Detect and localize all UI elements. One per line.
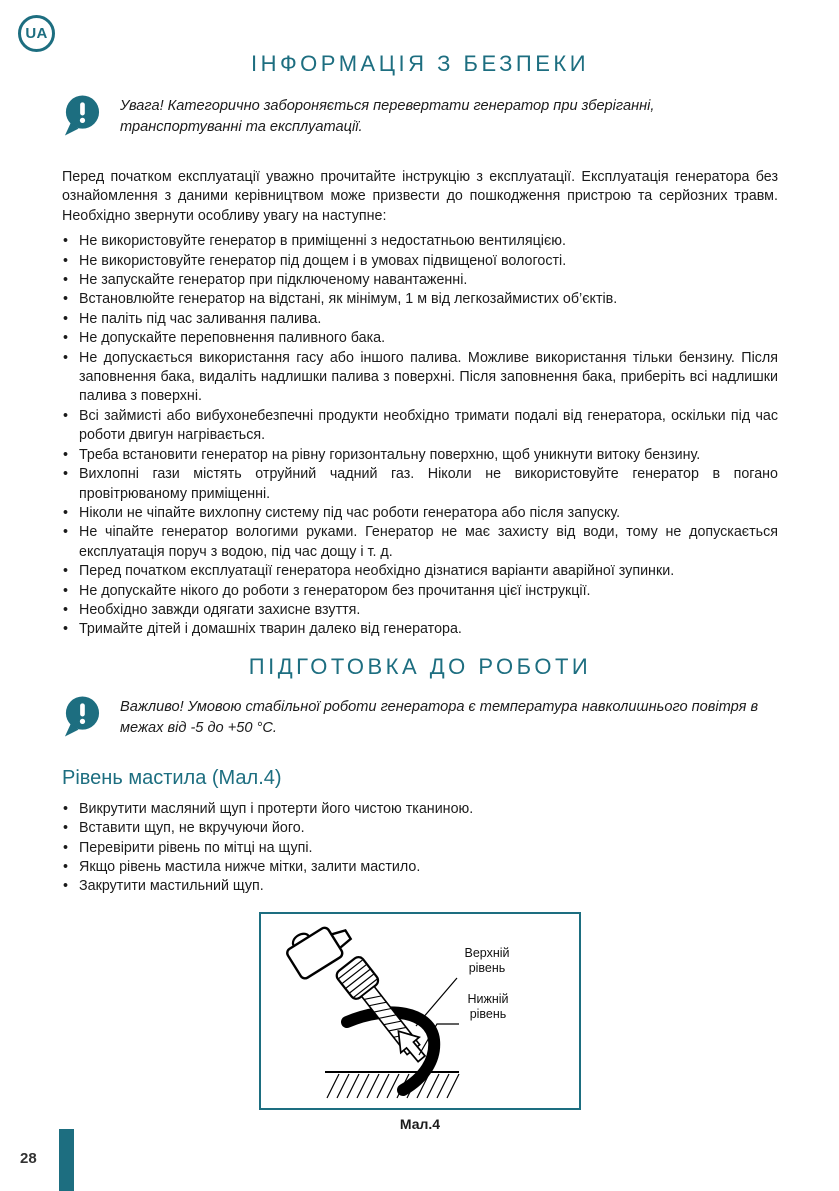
warning-text-safety: Увага! Категорично забороняється перевертати генератор при зберіганні, транспортуванні та експлуатації. [120, 98, 655, 135]
safety-bullet-item: • Не використовуйте генератор під дощем і в умовах підвищеної вологості. [62, 252, 778, 271]
figure-frame [259, 912, 581, 1110]
section-title-preparation: ПІДГОТОВКА ДО РОБОТИ [248, 653, 592, 679]
dipstick-diagram [261, 914, 579, 1108]
footer-accent-bar [59, 1129, 74, 1191]
figure-caption: Мал.4 [399, 1115, 441, 1132]
oil-level-bullet-item: • Якщо рівень мастила нижче мітки, залити мастило. [62, 858, 778, 877]
oil-level-bullet-item: • Закрутити мастильний щуп. [62, 877, 778, 896]
oil-figure [62, 912, 778, 1132]
oil-level-bullet-list [62, 800, 778, 897]
oil-level-bullet-item: • Викрутити масляний щуп і протерти його чистою тканиною. [62, 800, 778, 819]
safety-bullet-item: • Ніколи не чіпайте вихлопну систему під час роботи генератора або після запуску. [62, 504, 778, 523]
safety-bullet-item: • Треба встановити генератор на рівну горизонтальну поверхню, щоб уникнути витоку бензину. [62, 446, 778, 465]
safety-bullet-item: • Не допускайте нікого до роботи з генератором без прочитання цієї інструкції. [62, 582, 778, 601]
safety-bullet-item: • Встановлюйте генератор на відстані, як мінімум, 1 м від легкозаймистих об’єктів. [62, 290, 778, 309]
safety-bullet-item: • Вихлопні гази містять отруйний чадний газ. Ніколи не використовуйте генератор в погано провітрюваному приміщенні. [62, 465, 778, 504]
safety-bullet-item: • Не допускайте переповнення паливного бака. [62, 329, 778, 348]
oil-level-bullet-item: • Вставити щуп, не вкручуючи його. [62, 819, 778, 838]
exclamation-bubble-icon [62, 93, 101, 137]
safety-bullet-item: • Не чіпайте генератор вологими руками. Генератор не має захисту від води, тому не допускається експлуатація поруч з водою, під час дощу і т. д. [62, 523, 778, 562]
safety-bullet-list [62, 232, 778, 640]
safety-bullet-item: • Тримайте дітей і домашніх тварин далеко від генератора. [62, 620, 778, 639]
warning-text-preparation: Важливо! Умовою стабільної роботи генератора є температура навколишнього повітря в межах від -5 до +50 °С. [120, 698, 759, 736]
safety-bullet-item: • Не паліть під час заливання палива. [62, 310, 778, 329]
figure-label-lower-level: Нижній рівень [467, 991, 509, 1021]
page-number: 28 [20, 1150, 37, 1167]
safety-bullet-item: • Не використовуйте генератор в приміщенні з недостатньою вентиляцією. [62, 232, 778, 251]
exclamation-bubble-icon [62, 694, 101, 738]
language-badge-label: UA [25, 25, 48, 42]
language-badge [18, 15, 55, 52]
warning-callout-preparation [62, 694, 778, 739]
safety-intro-paragraph: Перед початком експлуатації уважно прочитайте інструкцію з експлуатації. Експлуатація генератора без ознайомлення з даними керівництвом може призвести до пошкодження пристрою та серйозних травм. Необхідно звернути особливу увагу на наступне: [62, 169, 778, 224]
oil-level-hatching [325, 1072, 459, 1098]
safety-bullet-item: • Необхідно завжди одягати захисне взуття. [62, 601, 778, 620]
safety-bullet-item: • Всі займисті або вибухонебезпечні продукти необхідно тримати подалі від генератора, оскільки під час роботи двигун нагрівається. [62, 407, 778, 446]
upper-label-pointer-line [416, 978, 457, 1026]
safety-bullet-item: • Не допускається використання гасу або іншого палива. Можливе використання тільки бензину. Після заповнення бака, видаліть надлишки палива з поверхні. Після заповнення бака, приберіть всі надлишки палива з поверхні. [62, 349, 778, 407]
figure-label-upper-level: Верхній рівень [464, 945, 510, 975]
subsection-title-oil-level: Рівень мастила (Мал.4) [62, 766, 282, 789]
safety-bullet-item: • Не запускайте генератор при підключеному навантаженні. [62, 271, 778, 290]
section-title-safety: ІНФОРМАЦІЯ З БЕЗПЕКИ [250, 51, 590, 76]
safety-bullet-item: • Перед початком експлуатації генератора необхідно дізнатися варіанти аварійної зупинки. [62, 562, 778, 581]
warning-callout-safety [62, 93, 778, 138]
oil-level-bullet-item: • Перевірити рівень по мітці на щупі. [62, 839, 778, 858]
